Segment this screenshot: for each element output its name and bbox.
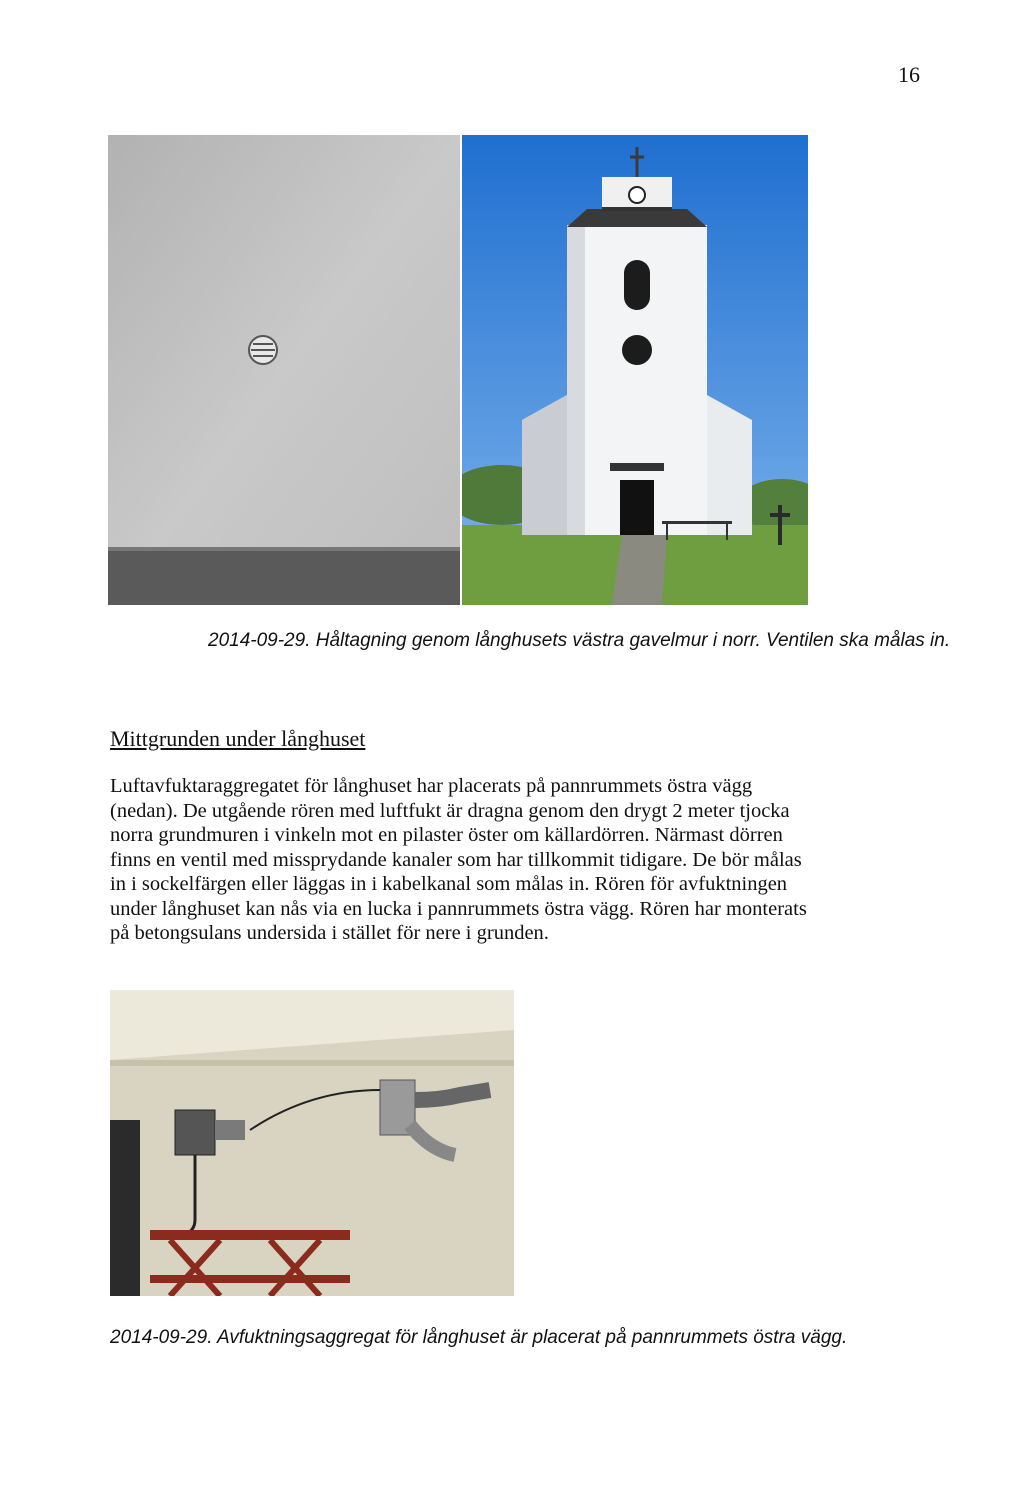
body-paragraph [110, 774, 910, 946]
paragraph-line: finns en ventil med missprydande kanaler som har tillkommit tidigare. De bör målas [110, 848, 802, 871]
church-tower-photo [462, 135, 808, 605]
wall-with-vent-photo [108, 135, 460, 605]
vent-icon [249, 336, 277, 364]
paragraph-line: under långhuset kan nås via en lucka i pannrummets östra vägg. Rören har monterats [110, 897, 807, 920]
paragraph-line: (nedan). De utgående rören med luftfukt är dragna genom den drygt 2 meter tjocka [110, 799, 790, 822]
page-number: 16 [898, 62, 920, 87]
paragraph-line: Luftavfuktaraggregatet för långhuset har placerats på pannrummets östra vägg [110, 775, 753, 797]
dehumidifier-boiler-room-photo [110, 990, 514, 1296]
paragraph-line: på betongsulans undersida i stället för nere i grunden. [110, 922, 549, 944]
figure-caption: 2014-09-29. Avfuktningsaggregat för långhuset är placerat på pannrummets östra vägg. [110, 1327, 848, 1348]
paragraph-line: norra grundmuren i vinkeln mot en pilaster öster om källardörren. Närmast dörren [110, 824, 783, 846]
section-heading: Mittgrunden under långhuset [110, 726, 366, 751]
paragraph-line: in i sockelfärgen eller läggas in i kabelkanal som målas in. Rören för avfuktningen [110, 873, 788, 895]
figure-caption: 2014-09-29. Håltagning genom långhusets västra gavelmur i norr. Ventilen ska målas in. [208, 630, 951, 651]
